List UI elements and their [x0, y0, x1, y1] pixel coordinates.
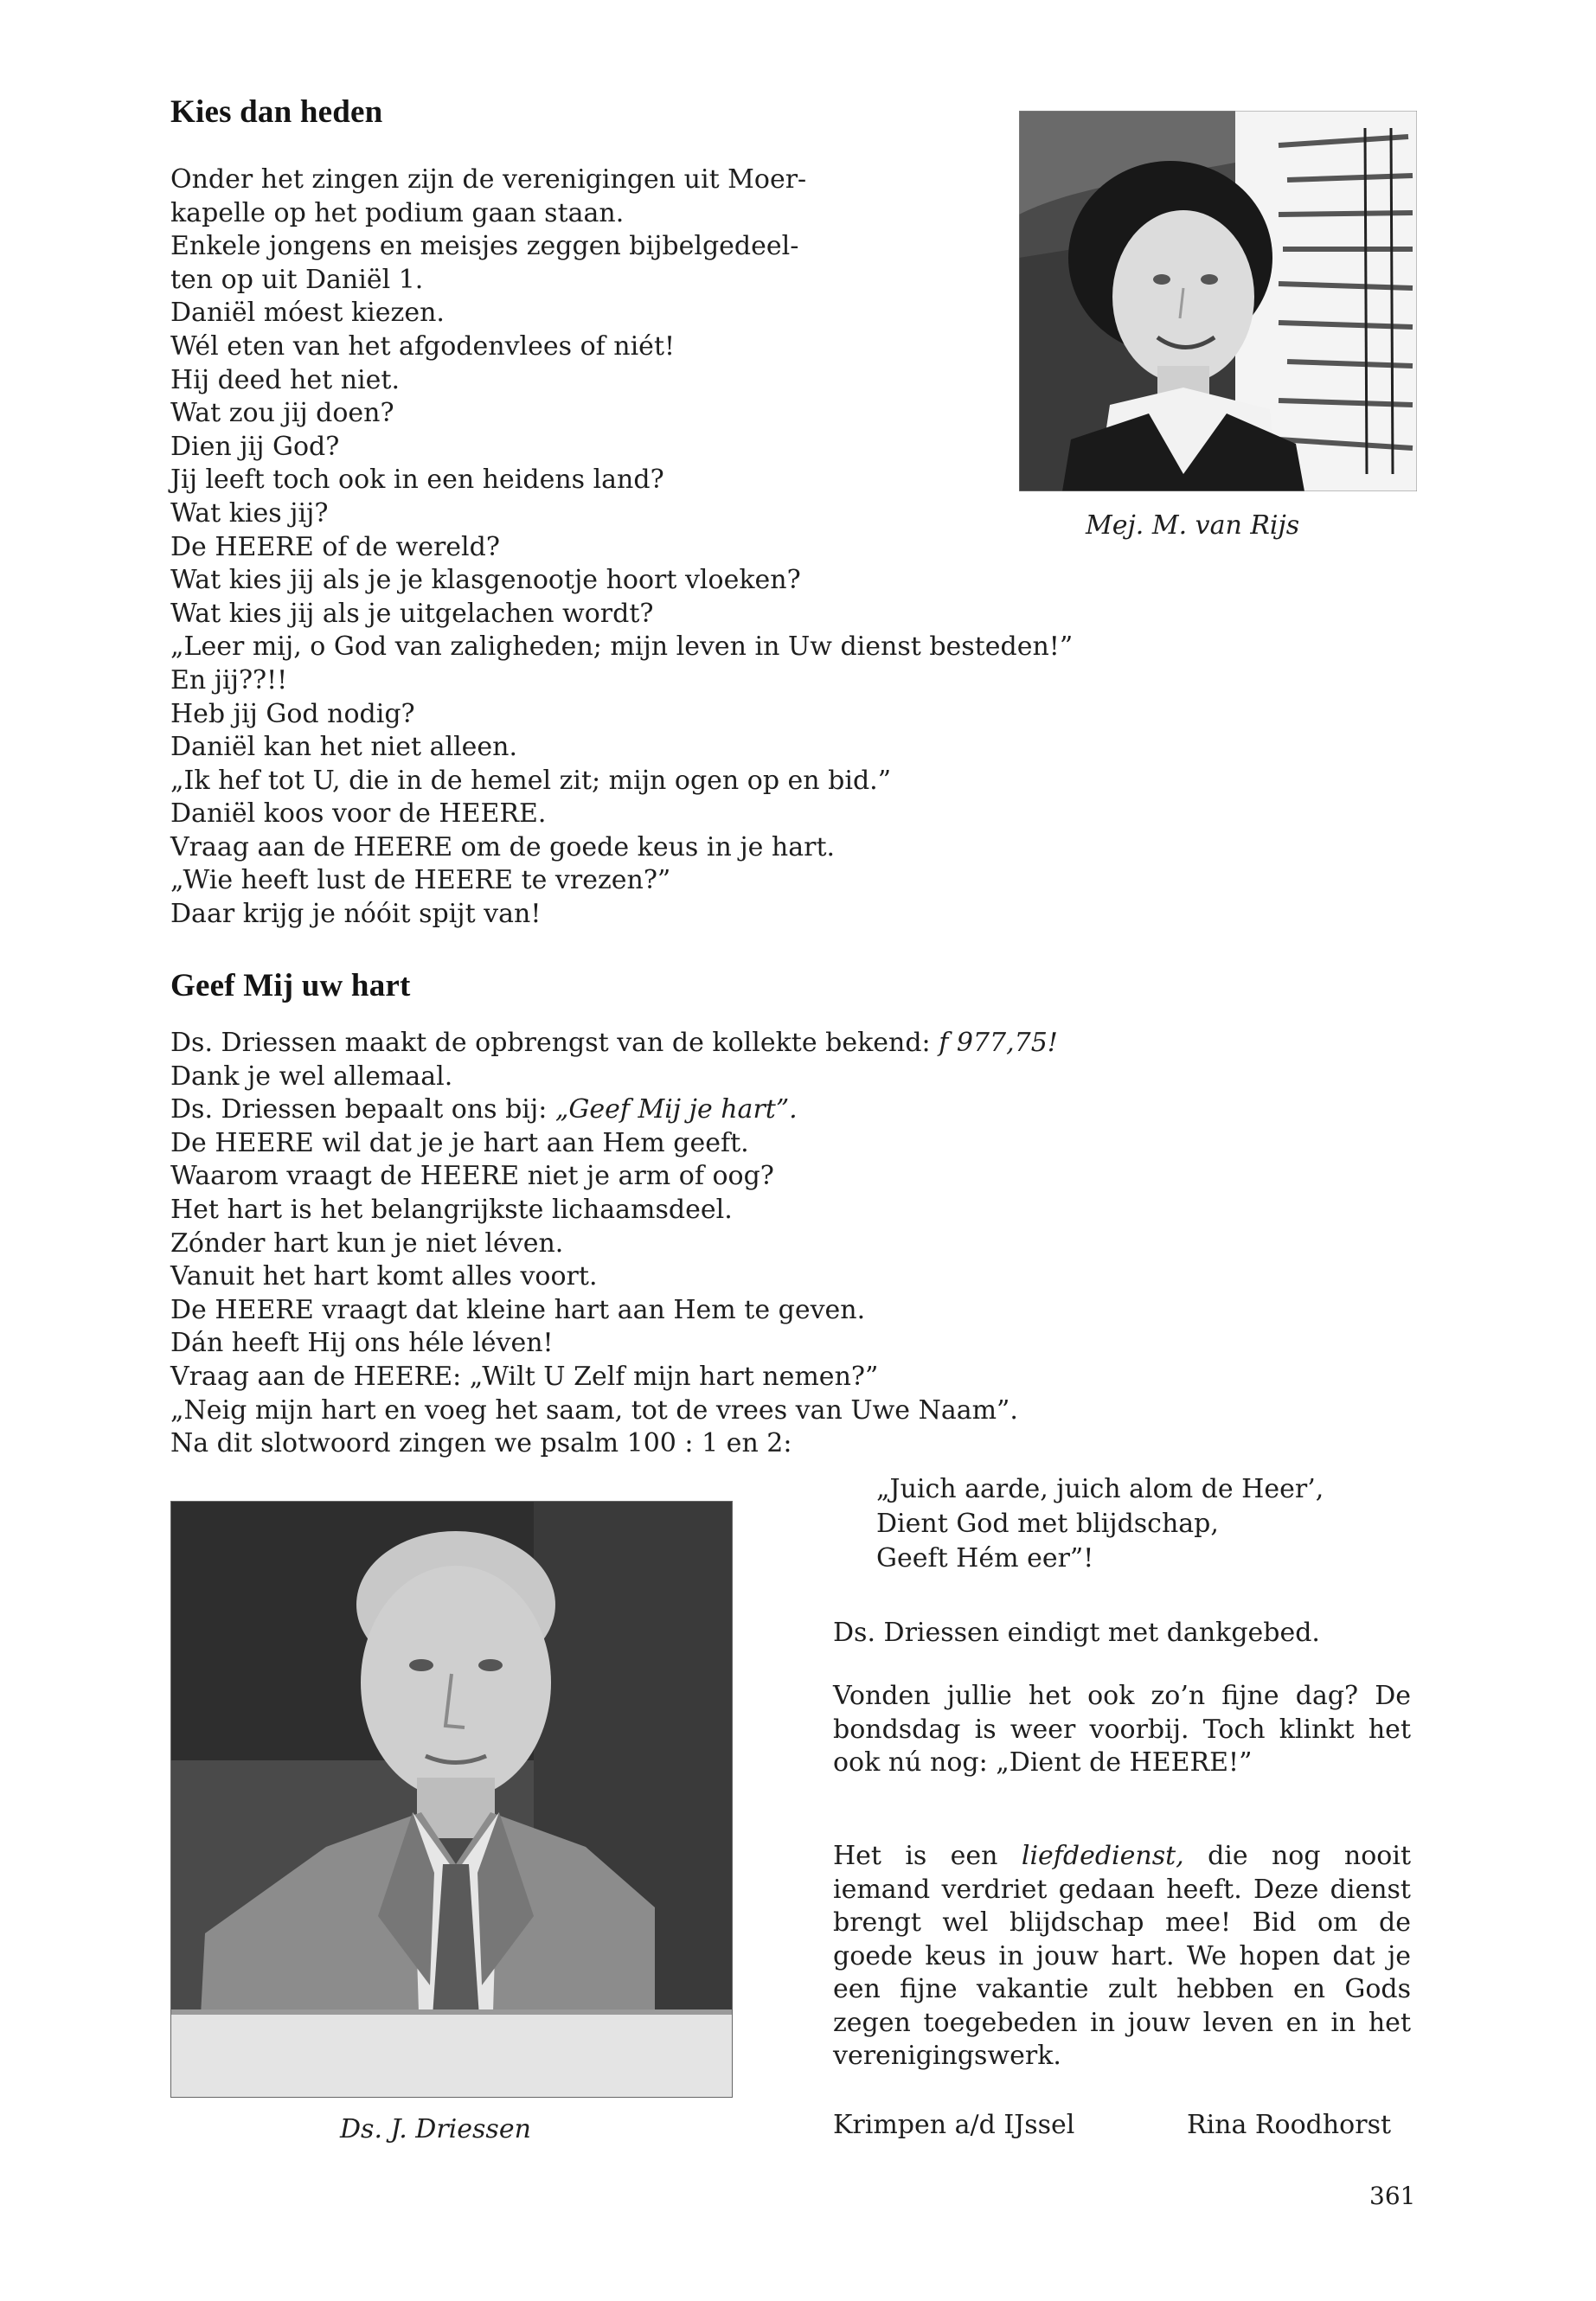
poem-line: Dient God met blijdschap,	[876, 1509, 1219, 1539]
heading-geef-mij-uw-hart: Geef Mij uw hart	[170, 968, 411, 1003]
text-line: De HEERE vraagt dat kleine hart aan Hem te geven.	[170, 1294, 866, 1325]
photo-mej-van-rijs	[1019, 111, 1417, 491]
text-line-quote: Ds. Driessen bepaalt ons bij: „Geef Mij je hart”.	[170, 1094, 798, 1125]
text-line: Daar krijg je nóóit spijt van!	[170, 899, 542, 930]
text-line: De HEERE wil dat je je hart aan Hem geeft.	[170, 1127, 749, 1158]
thanks-line: Dank je wel allemaal.	[170, 1061, 453, 1092]
paragraph-liefdedienst: Het is een liefdedienst, die nog nooit iemand verdriet gedaan heeft. Deze dienst brengt wel blijdschap mee! Bid om de goede keus in jouw hart. We hopen dat je een fijne vakantie zult hebben en Gods zegen toegebeden in jouw leven en in het verenigingswerk.	[833, 1841, 1411, 2071]
paragraph-fijne-dag: Vonden jullie het ook zo’n fijne dag? De bondsdag is weer voorbij. Toch klinkt het ook nú nog: „Dient de HEERE!”	[833, 1681, 1411, 1778]
text-line: Dien jij God?	[170, 431, 340, 462]
text-line: „Wie heeft lust de HEERE te vrezen?”	[170, 865, 671, 896]
text-line: Wat zou jij doen?	[170, 398, 394, 429]
text-line: „Neig mijn hart en voeg het saam, tot de vrees van Uwe Naam”.	[170, 1394, 1018, 1426]
kollekte-line: Ds. Driessen maakt de opbrengst van de kollekte bekend: f 977,75!	[170, 1028, 1058, 1058]
text-line: Wél eten van het afgodenvlees of niét!	[170, 330, 676, 362]
text-line: kapelle op het podium gaan staan.	[170, 197, 625, 228]
text-line: Vraag aan de HEERE: „Wilt U Zelf mijn hart nemen?”	[170, 1361, 879, 1392]
heading-kies-dan-heden: Kies dan heden	[170, 94, 383, 130]
text-line: Vraag aan de HEERE om de goede keus in je hart.	[170, 831, 836, 862]
closing-line: Ds. Driessen eindigt met dankgebed.	[833, 1618, 1320, 1648]
caption-ds-driessen: Ds. J. Driessen	[340, 2114, 531, 2144]
text-line: ten op uit Daniël 1.	[170, 264, 424, 295]
text-line: Heb jij God nodig?	[170, 698, 415, 729]
text-line: De HEERE of de wereld?	[170, 531, 500, 562]
woman-portrait-image	[1019, 111, 1417, 491]
text-line: Enkele jongens en meisjes zeggen bijbelgedeel-	[170, 231, 799, 262]
poem-line: Geeft Hém eer”!	[876, 1543, 1094, 1574]
text-line: Na dit slotwoord zingen we psalm 100 : 1 en 2:	[170, 1428, 792, 1459]
text-line: Hij deed het niet.	[170, 364, 400, 395]
poem-line: „Juich aarde, juich alom de Heer’,	[876, 1474, 1324, 1504]
text-line: Daniël móest kiezen.	[170, 298, 445, 329]
text-line: Vanuit het hart komt alles voort.	[170, 1261, 598, 1292]
text-line: Daniël kan het niet alleen.	[170, 732, 518, 763]
geef-text-block	[170, 1027, 1058, 1461]
page-number: 361	[1369, 2182, 1416, 2210]
kies-text-block	[170, 163, 1073, 932]
psalm-quote	[876, 1472, 1324, 1576]
author: Rina Roodhorst	[1187, 2110, 1392, 2140]
caption-mej-van-rijs: Mej. M. van Rijs	[1086, 510, 1300, 541]
geef-rest-lines	[170, 1127, 1058, 1461]
text-line: „Leer mij, o God van zaligheden; mijn leven in Uw dienst besteden!”	[170, 631, 1074, 663]
text-line: Het hart is het belangrijkste lichaamsdeel.	[170, 1194, 733, 1225]
text-line: En jij??!!	[170, 664, 288, 695]
place: Krimpen a/d IJssel	[833, 2110, 1075, 2140]
text-line: „Ik hef tot U, die in de hemel zit; mijn ogen op en bid.”	[170, 765, 892, 796]
text-line: Wat kies jij?	[170, 497, 329, 529]
text-line: Onder het zingen zijn de verenigingen uit Moer-	[170, 164, 807, 195]
photo-ds-driessen	[170, 1501, 733, 2098]
text-line: Daniël koos voor de HEERE.	[170, 798, 547, 830]
text-line: Dán heeft Hij ons héle léven!	[170, 1328, 554, 1359]
text-line: Jij leeft toch ook in een heidens land?	[170, 465, 664, 496]
text-line: Wat kies jij als je uitgelachen wordt?	[170, 598, 654, 629]
man-portrait-image	[170, 1501, 733, 2098]
text-line: Wat kies jij als je je klasgenootje hoort vloeken?	[170, 565, 801, 596]
text-line: Waarom vraagt de HEERE niet je arm of oog?	[170, 1161, 774, 1192]
text-line: Zónder hart kun je niet léven.	[170, 1227, 564, 1259]
